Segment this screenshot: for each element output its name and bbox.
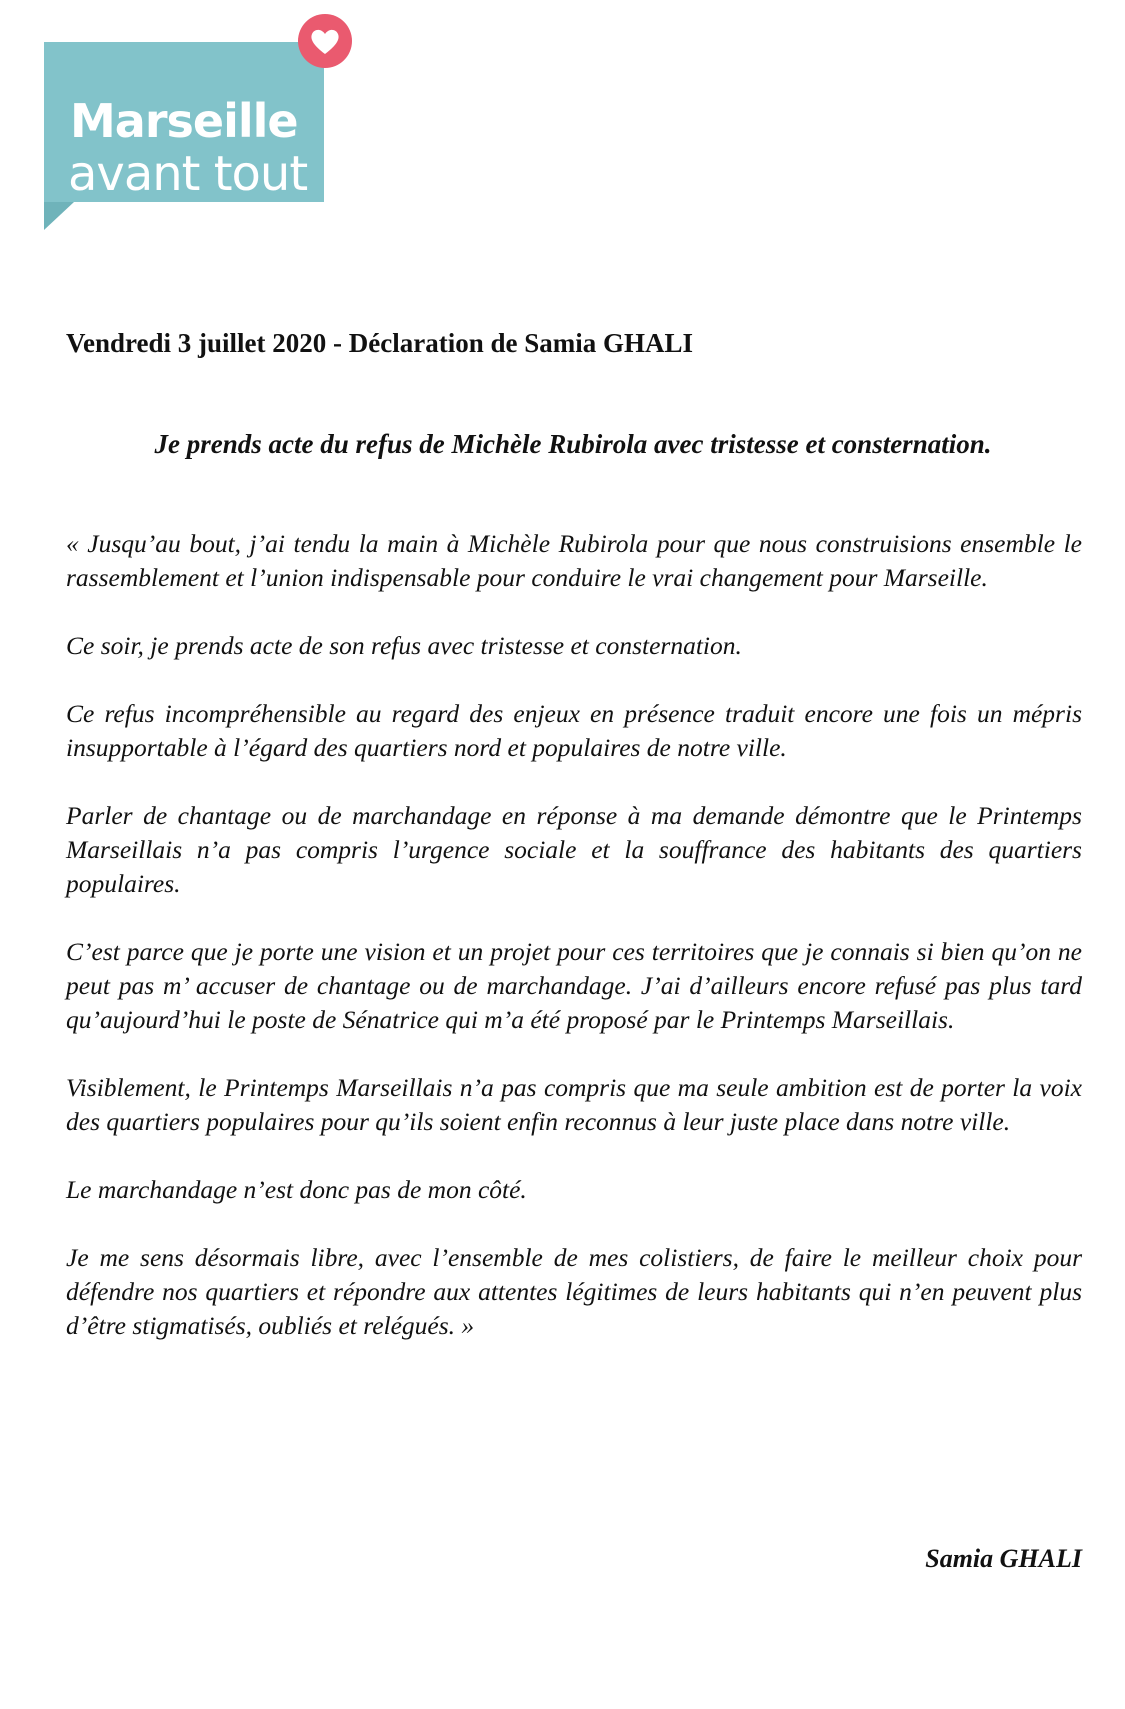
logo-box	[44, 42, 340, 202]
paragraph: Parler de chantage ou de marchandage en réponse à ma demande démontre que le Printemps Marseillais n’a pas compris l’urgence sociale et la souffrance des habitants des quartiers populaires.	[66, 801, 1082, 898]
logo	[44, 12, 364, 237]
declaration-body	[66, 527, 1082, 1377]
paragraph: C’est parce que je porte une vision et un projet pour ces territoires que je connais si bien qu’on ne peut pas m’ accuser de chantage ou de marchandage. J’ai d’ailleurs encore refusé pas plus tard qu’aujourd’hui le poste de Sénatrice qui m’a été proposé par le Printemps Marseillais.	[66, 937, 1082, 1034]
logo-title: Marseille	[70, 94, 298, 148]
paragraph: « Jusqu’au bout, j’ai tendu la main à Michèle Rubirola pour que nous construisions ensemble le rassemblement et l’union indispensable pour conduire le vrai changement pour Marseille.	[66, 529, 1082, 592]
heart-icon	[296, 12, 354, 70]
paragraph: Je me sens désormais libre, avec l’ensemble de mes colistiers, de faire le meilleur choix pour défendre nos quartiers et répondre aux attentes légitimes de leurs habitants qui n’en peuvent plus d’être stigmatisés, oubliés et relégués. »	[66, 1243, 1082, 1340]
declaration-subtitle: Je prends acte du refus de Michèle Rubirola avec tristesse et consternation.	[154, 429, 992, 459]
page-title: Vendredi 3 juillet 2020 - Déclaration de Samia GHALI	[66, 328, 693, 358]
paragraph: Ce refus incompréhensible au regard des enjeux en présence traduit encore une fois un mépris insupportable à l’égard des quartiers nord et populaires de notre ville.	[66, 699, 1082, 762]
paragraph: Visiblement, le Printemps Marseillais n’a pas compris que ma seule ambition est de porter la voix des quartiers populaires pour qu’ils soient enfin reconnus à leur juste place dans notre ville.	[66, 1073, 1082, 1136]
signature: Samia GHALI	[925, 1544, 1082, 1573]
logo-subtitle: avant tout !	[68, 146, 340, 202]
paragraph: Le marchandage n’est donc pas de mon côté.	[66, 1175, 527, 1204]
logo-speech-tail	[44, 202, 74, 230]
paragraph: Ce soir, je prends acte de son refus avec tristesse et consternation.	[66, 631, 742, 660]
